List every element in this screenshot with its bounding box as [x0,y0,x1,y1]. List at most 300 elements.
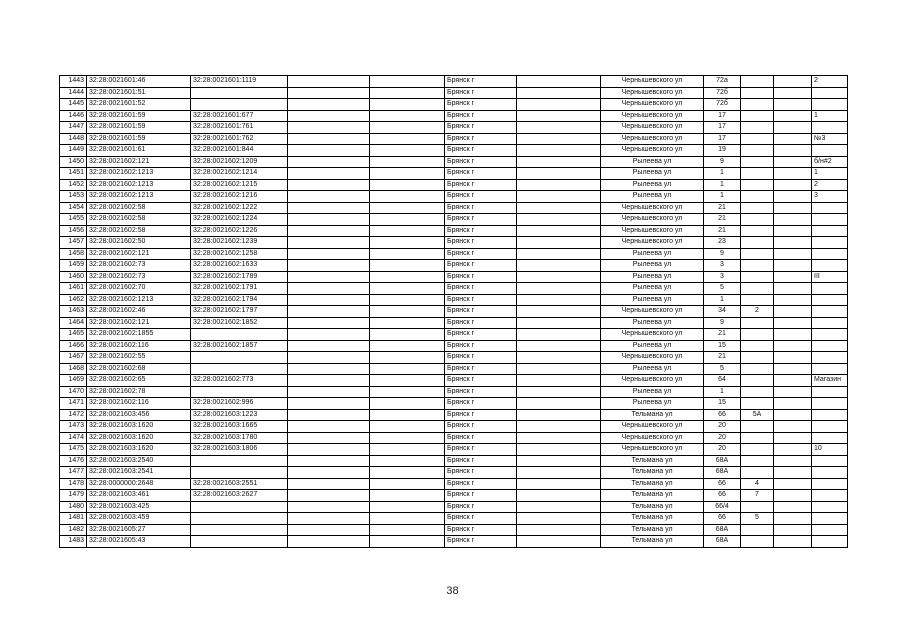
cadastral-number-cell: 32:28:0021602:50 [87,237,191,249]
blank-column-3-cell [517,317,601,329]
blank-column-1-cell [288,501,370,513]
blank-column-2-cell [370,536,445,548]
cadastral-number-cell: 32:28:0021602:73 [87,260,191,272]
premises-number-cell: №3 [812,133,848,145]
blank-column-4-cell [774,409,812,421]
blank-column-1-cell [288,110,370,122]
object-cadastral-number-cell [191,536,288,548]
row-number-cell: 1464 [60,317,87,329]
blank-column-4-cell [774,260,812,272]
cadastral-number-cell: 32:28:0021602:55 [87,352,191,364]
row-number-cell: 1479 [60,490,87,502]
house-number-cell: 66/4 [704,501,741,513]
city-cell: Брянск г [445,501,517,513]
object-cadastral-number-cell: 32:28:0021601:762 [191,133,288,145]
blank-column-1-cell [288,375,370,387]
blank-column-4-cell [774,478,812,490]
building-number-cell [741,110,774,122]
cadastral-number-cell: 32:28:0021602:116 [87,340,191,352]
blank-column-2-cell [370,363,445,375]
city-cell: Брянск г [445,225,517,237]
cadastral-number-cell: 32:28:0021602:46 [87,306,191,318]
building-number-cell [741,191,774,203]
blank-column-1-cell [288,179,370,191]
city-cell: Брянск г [445,352,517,364]
row-number-cell: 1443 [60,76,87,88]
city-cell: Брянск г [445,375,517,387]
blank-column-3-cell [517,490,601,502]
blank-column-4-cell [774,248,812,260]
object-cadastral-number-cell: 32:28:0021602:773 [191,375,288,387]
blank-column-2-cell [370,306,445,318]
blank-column-2-cell [370,421,445,433]
object-cadastral-number-cell [191,501,288,513]
object-cadastral-number-cell [191,386,288,398]
blank-column-2-cell [370,191,445,203]
cadastral-number-cell: 32:28:0021602:58 [87,214,191,226]
cadastral-number-cell: 32:28:0021601:46 [87,76,191,88]
premises-number-cell [812,398,848,410]
building-number-cell [741,156,774,168]
table-row [60,225,848,237]
street-cell: Чернышевского ул [601,214,704,226]
blank-column-1-cell [288,237,370,249]
premises-number-cell [812,467,848,479]
city-cell: Брянск г [445,398,517,410]
blank-column-1-cell [288,225,370,237]
object-cadastral-number-cell [191,87,288,99]
cadastral-number-cell: 32:28:0021605:43 [87,536,191,548]
blank-column-4-cell [774,133,812,145]
table-row [60,513,848,525]
blank-column-3-cell [517,478,601,490]
table-row [60,214,848,226]
blank-column-1-cell [288,99,370,111]
blank-column-3-cell [517,202,601,214]
city-cell: Брянск г [445,202,517,214]
city-cell: Брянск г [445,317,517,329]
row-number-cell: 1456 [60,225,87,237]
row-number-cell: 1469 [60,375,87,387]
blank-column-1-cell [288,467,370,479]
premises-number-cell: 3 [812,191,848,203]
blank-column-2-cell [370,432,445,444]
table-row [60,398,848,410]
house-number-cell: 68А [704,455,741,467]
house-number-cell: 20 [704,432,741,444]
blank-column-4-cell [774,202,812,214]
object-cadastral-number-cell: 32:28:0021603:1665 [191,421,288,433]
cadastral-number-cell: 32:28:0021602:65 [87,375,191,387]
premises-number-cell [812,283,848,295]
blank-column-3-cell [517,145,601,157]
city-cell: Брянск г [445,536,517,548]
building-number-cell [741,329,774,341]
blank-column-3-cell [517,409,601,421]
house-number-cell: 1 [704,168,741,180]
blank-column-4-cell [774,375,812,387]
blank-column-4-cell [774,156,812,168]
street-cell: Чернышевского ул [601,306,704,318]
city-cell: Брянск г [445,432,517,444]
house-number-cell: 15 [704,340,741,352]
blank-column-1-cell [288,76,370,88]
table-row [60,179,848,191]
table-row [60,283,848,295]
city-cell: Брянск г [445,467,517,479]
premises-number-cell [812,432,848,444]
premises-number-cell [812,536,848,548]
city-cell: Брянск г [445,214,517,226]
premises-number-cell [812,87,848,99]
object-cadastral-number-cell: 32:28:0021601:1119 [191,76,288,88]
cadastral-number-cell: 32:28:0021602:1213 [87,191,191,203]
street-cell: Чернышевского ул [601,329,704,341]
object-cadastral-number-cell: 32:28:0021603:1806 [191,444,288,456]
premises-number-cell [812,237,848,249]
street-cell: Рылеева ул [601,317,704,329]
row-number-cell: 1444 [60,87,87,99]
blank-column-3-cell [517,110,601,122]
row-number-cell: 1449 [60,145,87,157]
blank-column-2-cell [370,398,445,410]
blank-column-4-cell [774,513,812,525]
table-row [60,421,848,433]
building-number-cell [741,363,774,375]
house-number-cell: 17 [704,110,741,122]
blank-column-3-cell [517,444,601,456]
blank-column-2-cell [370,145,445,157]
city-cell: Брянск г [445,478,517,490]
row-number-cell: 1451 [60,168,87,180]
object-cadastral-number-cell: 32:28:0021602:1216 [191,191,288,203]
blank-column-1-cell [288,191,370,203]
premises-number-cell [812,260,848,272]
blank-column-2-cell [370,375,445,387]
building-number-cell [741,99,774,111]
cadastral-number-cell: 32:28:0021602:58 [87,225,191,237]
street-cell: Чернышевского ул [601,444,704,456]
blank-column-3-cell [517,352,601,364]
table-row [60,294,848,306]
city-cell: Брянск г [445,99,517,111]
blank-column-4-cell [774,110,812,122]
house-number-cell: 3 [704,271,741,283]
building-number-cell [741,455,774,467]
building-number-cell [741,386,774,398]
street-cell: Чернышевского ул [601,352,704,364]
blank-column-3-cell [517,375,601,387]
object-cadastral-number-cell: 32:28:0021602:1791 [191,283,288,295]
row-number-cell: 1481 [60,513,87,525]
blank-column-4-cell [774,168,812,180]
premises-number-cell [812,225,848,237]
cadastral-number-cell: 32:28:0021602:121 [87,156,191,168]
blank-column-2-cell [370,467,445,479]
blank-column-1-cell [288,294,370,306]
row-number-cell: 1445 [60,99,87,111]
house-number-cell: 3 [704,260,741,272]
table-row [60,455,848,467]
blank-column-1-cell [288,513,370,525]
premises-number-cell [812,421,848,433]
building-number-cell [741,294,774,306]
table-row [60,432,848,444]
blank-column-4-cell [774,99,812,111]
building-number-cell [741,340,774,352]
building-number-cell [741,248,774,260]
object-cadastral-number-cell: 32:28:0021602:1633 [191,260,288,272]
house-number-cell: 17 [704,122,741,134]
blank-column-4-cell [774,306,812,318]
cadastral-number-cell: 32:28:0021602:121 [87,248,191,260]
street-cell: Чернышевского ул [601,375,704,387]
street-cell: Рылеева ул [601,248,704,260]
row-number-cell: 1453 [60,191,87,203]
table-row [60,156,848,168]
blank-column-4-cell [774,352,812,364]
blank-column-1-cell [288,87,370,99]
premises-number-cell [812,145,848,157]
blank-column-4-cell [774,421,812,433]
table-row [60,317,848,329]
blank-column-3-cell [517,501,601,513]
table-row [60,306,848,318]
house-number-cell: 20 [704,421,741,433]
object-cadastral-number-cell: 32:28:0021603:2551 [191,478,288,490]
premises-number-cell: 1 [812,110,848,122]
blank-column-3-cell [517,386,601,398]
table-row [60,536,848,548]
object-cadastral-number-cell: 32:28:0021603:1780 [191,432,288,444]
blank-column-4-cell [774,76,812,88]
blank-column-2-cell [370,317,445,329]
blank-column-3-cell [517,467,601,479]
cadastral-number-cell: 32:28:0021601:59 [87,122,191,134]
blank-column-2-cell [370,271,445,283]
street-cell: Рылеева ул [601,156,704,168]
row-number-cell: 1472 [60,409,87,421]
object-cadastral-number-cell [191,524,288,536]
blank-column-1-cell [288,306,370,318]
table-row [60,133,848,145]
street-cell: Рылеева ул [601,398,704,410]
city-cell: Брянск г [445,191,517,203]
blank-column-2-cell [370,110,445,122]
street-cell: Чернышевского ул [601,145,704,157]
house-number-cell: 20 [704,444,741,456]
table-row [60,87,848,99]
blank-column-1-cell [288,329,370,341]
blank-column-4-cell [774,467,812,479]
blank-column-3-cell [517,294,601,306]
city-cell: Брянск г [445,168,517,180]
row-number-cell: 1480 [60,501,87,513]
blank-column-2-cell [370,283,445,295]
street-cell: Чернышевского ул [601,237,704,249]
blank-column-3-cell [517,225,601,237]
building-number-cell: 4 [741,478,774,490]
blank-column-4-cell [774,329,812,341]
table-row [60,237,848,249]
blank-column-4-cell [774,490,812,502]
table-row [60,76,848,88]
blank-column-4-cell [774,386,812,398]
building-number-cell [741,536,774,548]
row-number-cell: 1468 [60,363,87,375]
blank-column-1-cell [288,340,370,352]
row-number-cell: 1458 [60,248,87,260]
city-cell: Брянск г [445,133,517,145]
row-number-cell: 1474 [60,432,87,444]
blank-column-1-cell [288,260,370,272]
house-number-cell: 21 [704,352,741,364]
street-cell: Чернышевского ул [601,87,704,99]
object-cadastral-number-cell: 32:28:0021602:1258 [191,248,288,260]
blank-column-1-cell [288,317,370,329]
blank-column-3-cell [517,168,601,180]
cadastral-number-cell: 32:28:0021602:116 [87,398,191,410]
blank-column-3-cell [517,455,601,467]
building-number-cell [741,352,774,364]
cadastral-number-cell: 32:28:0021601:59 [87,133,191,145]
object-cadastral-number-cell [191,467,288,479]
house-number-cell: 19 [704,145,741,157]
house-number-cell: 15 [704,398,741,410]
building-number-cell [741,524,774,536]
street-cell: Тельмана ул [601,467,704,479]
table-row [60,248,848,260]
house-number-cell: 68А [704,524,741,536]
blank-column-1-cell [288,490,370,502]
blank-column-3-cell [517,133,601,145]
cadastral-number-cell: 32:28:0021602:73 [87,271,191,283]
house-number-cell: 64 [704,375,741,387]
table-row [60,478,848,490]
premises-number-cell [812,352,848,364]
row-number-cell: 1446 [60,110,87,122]
blank-column-3-cell [517,524,601,536]
blank-column-2-cell [370,329,445,341]
premises-number-cell [812,306,848,318]
blank-column-4-cell [774,87,812,99]
cadastral-number-cell: 32:28:0021602:1855 [87,329,191,341]
object-cadastral-number-cell: 32:28:0021601:844 [191,145,288,157]
row-number-cell: 1448 [60,133,87,145]
row-number-cell: 1467 [60,352,87,364]
city-cell: Брянск г [445,110,517,122]
street-cell: Рылеева ул [601,260,704,272]
city-cell: Брянск г [445,386,517,398]
premises-number-cell [812,340,848,352]
building-number-cell [741,421,774,433]
premises-number-cell [812,202,848,214]
row-number-cell: 1454 [60,202,87,214]
building-number-cell [741,168,774,180]
blank-column-4-cell [774,340,812,352]
object-cadastral-number-cell: 32:28:0021602:1857 [191,340,288,352]
blank-column-2-cell [370,513,445,525]
cadastral-number-cell: 32:28:0021603:1620 [87,444,191,456]
street-cell: Рылеева ул [601,363,704,375]
house-number-cell: 66 [704,409,741,421]
page-number: 38 [446,585,459,597]
street-cell: Чернышевского ул [601,110,704,122]
street-cell: Чернышевского ул [601,133,704,145]
premises-number-cell: III [812,271,848,283]
blank-column-2-cell [370,99,445,111]
house-number-cell: 34 [704,306,741,318]
building-number-cell [741,202,774,214]
table-row [60,340,848,352]
city-cell: Брянск г [445,271,517,283]
blank-column-1-cell [288,444,370,456]
house-number-cell: 1 [704,191,741,203]
blank-column-3-cell [517,363,601,375]
building-number-cell [741,271,774,283]
house-number-cell: 66 [704,478,741,490]
cadastral-number-cell: 32:28:0021603:461 [87,490,191,502]
table-row [60,352,848,364]
table-row [60,363,848,375]
house-number-cell: 66 [704,490,741,502]
blank-column-1-cell [288,202,370,214]
row-number-cell: 1482 [60,524,87,536]
blank-column-2-cell [370,340,445,352]
city-cell: Брянск г [445,145,517,157]
object-cadastral-number-cell [191,455,288,467]
cadastral-number-cell: 32:28:0021601:52 [87,99,191,111]
blank-column-3-cell [517,191,601,203]
table-row [60,191,848,203]
object-cadastral-number-cell: 32:28:0021602:1224 [191,214,288,226]
table-row [60,501,848,513]
object-cadastral-number-cell [191,363,288,375]
house-number-cell: 68А [704,536,741,548]
row-number-cell: 1447 [60,122,87,134]
object-cadastral-number-cell: 32:28:0021602:1789 [191,271,288,283]
blank-column-4-cell [774,317,812,329]
blank-column-4-cell [774,214,812,226]
object-cadastral-number-cell [191,513,288,525]
object-cadastral-number-cell: 32:28:0021602:996 [191,398,288,410]
street-cell: Тельмана ул [601,513,704,525]
city-cell: Брянск г [445,156,517,168]
blank-column-4-cell [774,271,812,283]
blank-column-1-cell [288,432,370,444]
building-number-cell [741,260,774,272]
row-number-cell: 1473 [60,421,87,433]
building-number-cell [741,283,774,295]
cadastral-number-cell: 32:28:0021602:68 [87,363,191,375]
blank-column-1-cell [288,386,370,398]
street-cell: Рылеева ул [601,168,704,180]
blank-column-3-cell [517,421,601,433]
house-number-cell: 1 [704,294,741,306]
premises-number-cell [812,294,848,306]
building-number-cell [741,375,774,387]
house-number-cell: 66 [704,513,741,525]
table-row [60,490,848,502]
premises-number-cell [812,501,848,513]
blank-column-1-cell [288,283,370,295]
city-cell: Брянск г [445,87,517,99]
object-cadastral-number-cell: 32:28:0021601:677 [191,110,288,122]
cadastral-number-cell: 32:28:0021603:1620 [87,432,191,444]
premises-number-cell: 10 [812,444,848,456]
building-number-cell [741,76,774,88]
blank-column-2-cell [370,202,445,214]
